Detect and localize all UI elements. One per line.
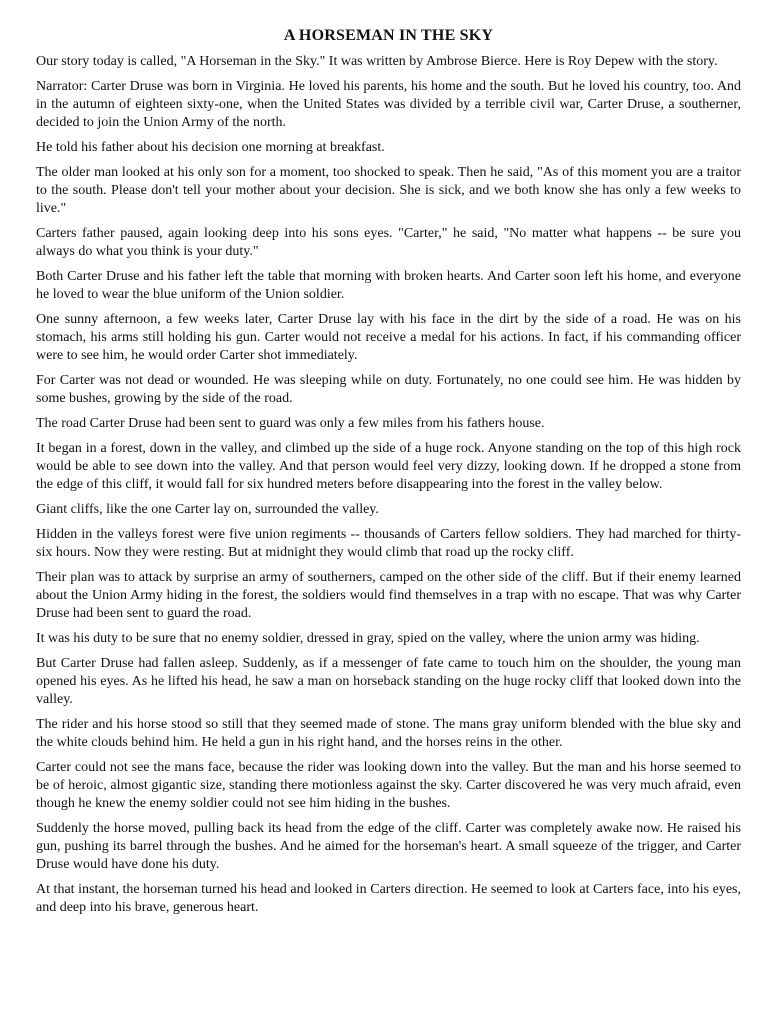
paragraph: It began in a forest, down in the valley, and climbed up the side of a huge rock. Anyone standing on the top of this high rock would be able to see down into the valley. And that person would feel very dizzy, looking down. If he dropped a stone from the edge of this cliff, it would fall for six hundred meters before disappearing into the forest in the valley below. xyxy=(36,441,741,492)
paragraph: The older man looked at his only son for a moment, too shocked to speak. Then he said, "As of this moment you are a traitor to the south. Please don't tell your mother about your decision. She is sick, and we both know she has only a few weeks to live." xyxy=(36,165,741,216)
paragraph: Carters father paused, again looking deep into his sons eyes. "Carter," he said, "No matter what happens -- be sure you always do what you think is your duty." xyxy=(36,226,741,259)
paragraph: Our story today is called, "A Horseman in the Sky." It was written by Ambrose Bierce. Here is Roy Depew with the story. xyxy=(36,54,718,69)
paragraph: The rider and his horse stood so still that they seemed made of stone. The mans gray uniform blended with the blue sky and the white clouds behind him. He held a gun in his right hand, and the horses reins in the other. xyxy=(36,717,741,750)
paragraph: Giant cliffs, like the one Carter lay on, surrounded the valley. xyxy=(36,502,379,517)
paragraph: The road Carter Druse had been sent to guard was only a few miles from his fathers house. xyxy=(36,416,545,431)
paragraph: Both Carter Druse and his father left the table that morning with broken hearts. And Carter soon left his home, and everyone he loved to wear the blue uniform of the Union soldier. xyxy=(36,269,741,302)
paragraph: But Carter Druse had fallen asleep. Suddenly, as if a messenger of fate came to touch him on the shoulder, the young man opened his eyes. As he lifted his head, he saw a man on horseback standing on the huge rocky cliff that looked down into the valley. xyxy=(36,656,741,707)
paragraph: It was his duty to be sure that no enemy soldier, dressed in gray, spied on the valley, where the union army was hiding. xyxy=(36,631,700,646)
paragraph: Suddenly the horse moved, pulling back its head from the edge of the cliff. Carter was completely awake now. He raised his gun, pushing its barrel through the bushes. And he aimed for the horseman's heart. A small squeeze of the trigger, and Carter Druse would have done his duty. xyxy=(36,821,741,872)
paragraph: Carter could not see the mans face, because the rider was looking down into the valley. But the man and his horse seemed to be of heroic, almost gigantic size, standing there motionless against the sky. Carter discovered he was very much afraid, even though he knew the enemy soldier could not see him hiding in the bushes. xyxy=(36,760,741,811)
paragraph: One sunny afternoon, a few weeks later, Carter Druse lay with his face in the dirt by the side of a road. He was on his stomach, his arms still holding his gun. Carter would not receive a medal for his actions. In fact, if his commanding officer were to see him, he would order Carter shot immediately. xyxy=(36,312,741,363)
document-title: A HORSEMAN IN THE SKY xyxy=(283,27,494,44)
paragraph: At that instant, the horseman turned his head and looked in Carters direction. He seemed to look at Carters face, into his eyes, and deep into his brave, generous heart. xyxy=(36,882,741,915)
paragraph: Hidden in the valleys forest were five union regiments -- thousands of Carters fellow soldiers. They had marched for thirty-six hours. Now they were resting. But at midnight they would climb that road up the rocky cliff. xyxy=(36,527,741,560)
paragraph: For Carter was not dead or wounded. He was sleeping while on duty. Fortunately, no one could see him. He was hidden by some bushes, growing by the side of the road. xyxy=(36,373,741,406)
document-page xyxy=(36,26,741,924)
paragraph: Their plan was to attack by surprise an army of southerners, camped on the other side of the cliff. But if their enemy learned about the Union Army hiding in the forest, the soldiers would find themselves in a trap with no escape. That was why Carter Druse had been sent to guard the road. xyxy=(36,570,741,621)
paragraph: Narrator: Carter Druse was born in Virginia. He loved his parents, his home and the south. But he loved his country, too. And in the autumn of eighteen sixty-one, when the United States was divided by a terrible civil war, Carter Druse, a southerner, decided to join the Union Army of the north. xyxy=(36,79,741,130)
paragraph: He told his father about his decision one morning at breakfast. xyxy=(36,140,385,155)
